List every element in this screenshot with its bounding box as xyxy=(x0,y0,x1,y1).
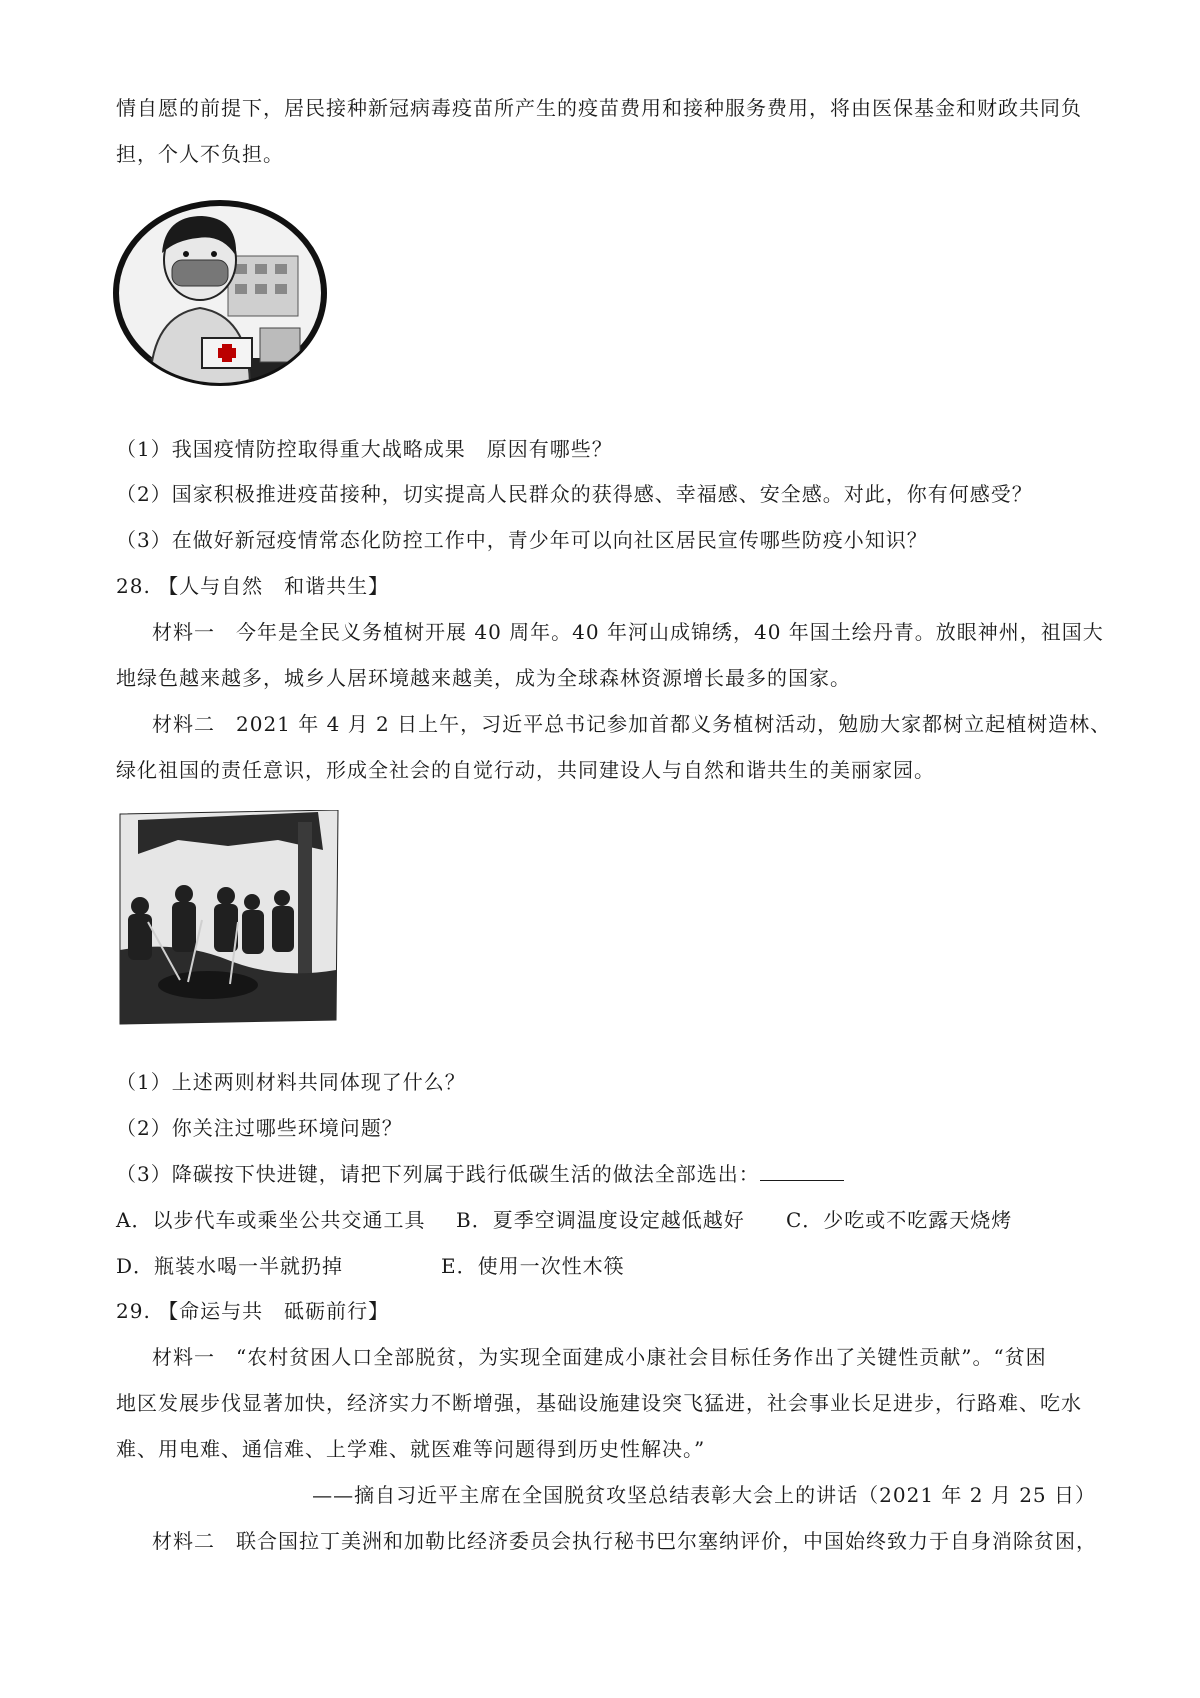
answer-blank xyxy=(760,1162,844,1181)
paragraph-line: 担，个人不负担。 xyxy=(116,142,284,166)
material-3-line: 难、用电难、通信难、上学难、就医难等问题得到历史性解决。” xyxy=(116,1437,706,1461)
option-e: E．使用一次性木筷 xyxy=(441,1254,625,1278)
source-citation: ——摘自习近平主席在全国脱贫攻坚总结表彰大会上的讲话（2021 年 2 月 25 日） xyxy=(312,1483,1096,1507)
question-28-2: （2）你关注过哪些环境问题？ xyxy=(116,1116,403,1140)
material-2-line: 材料二 2021 年 4 月 2 日上午，习近平总书记参加首都义务植树活动，勉励大家都树立起植树造林、 xyxy=(152,712,1112,736)
material-4-line: 材料二 联合国拉丁美洲和加勒比经济委员会执行秘书巴尔塞纳评价，中国始终致力于自身消除贫困， xyxy=(152,1529,1097,1553)
option-a: A．以步代车或乘坐公共交通工具 xyxy=(116,1208,426,1232)
material-2-line: 绿化祖国的责任意识，形成全社会的自觉行动，共同建设人与自然和谐共生的美丽家园。 xyxy=(116,758,935,782)
material-1-line: 地绿色越来越多，城乡人居环境越来越美，成为全球森林资源增长最多的国家。 xyxy=(116,666,851,690)
material-1-line: 材料一 今年是全民义务植树开展 40 周年。40 年河山成锦绣，40 年国土绘丹青。放眼神州，祖国大 xyxy=(152,620,1104,644)
question-27-1: （1）我国疫情防控取得重大战略成果 原因有哪些？ xyxy=(116,437,613,461)
question-28-1: （1）上述两则材料共同体现了什么？ xyxy=(116,1070,466,1094)
material-3-line: 材料一 “农村贫困人口全部脱贫，为实现全面建成小康社会目标任务作出了关键性贡献”。“贫困 xyxy=(152,1345,1047,1369)
question-28-3 xyxy=(116,1161,1096,1187)
material-3-line: 地区发展步伐显著加快，经济实力不断增强，基础设施建设突飞猛进，社会事业长足进步，行路难、吃水 xyxy=(116,1391,1082,1415)
paragraph-line: 情自愿的前提下，居民接种新冠病毒疫苗所产生的疫苗费用和接种服务费用，将由医保基金和财政共同负 xyxy=(116,96,1082,120)
tree-planting-photo xyxy=(118,810,340,1028)
question-28-3-text: （3）降碳按下快进键，请把下列属于践行低碳生活的做法全部选出： xyxy=(116,1162,760,1186)
question-27-2: （2）国家积极推进疫苗接种，切实提高人民群众的获得感、幸福感、安全感。对此，你有何感受？ xyxy=(116,482,1033,506)
option-b: B．夏季空调温度设定越低越好 xyxy=(456,1208,745,1232)
option-c: C．少吃或不吃露天烧烤 xyxy=(786,1208,1013,1232)
option-d: D．瓶装水喝一半就扔掉 xyxy=(116,1254,344,1278)
question-28-title: 28. 【人与自然 和谐共生】 xyxy=(116,574,390,598)
question-27-3: （3）在做好新冠疫情常态化防控工作中，青少年可以向社区居民宣传哪些防疫小知识？ xyxy=(116,528,928,552)
vaccination-illustration xyxy=(110,198,330,388)
question-29-title: 29. 【命运与共 砥砺前行】 xyxy=(116,1299,390,1323)
